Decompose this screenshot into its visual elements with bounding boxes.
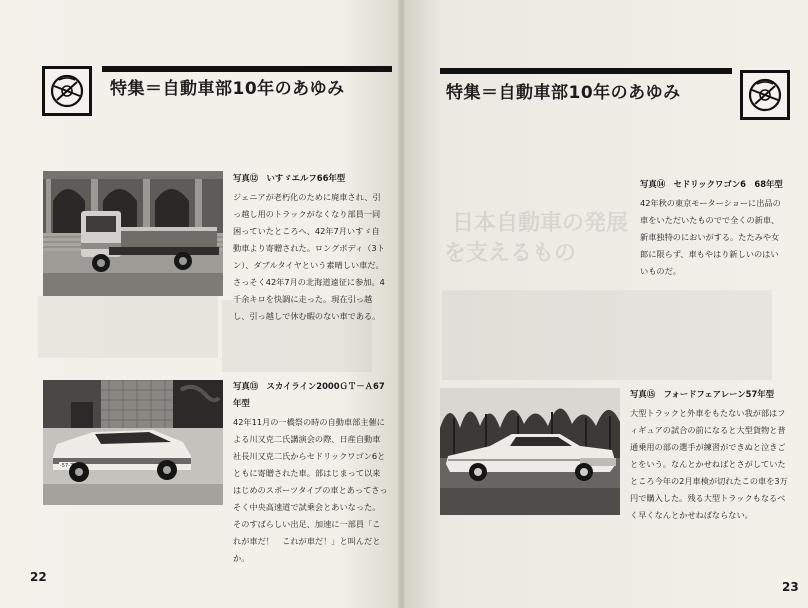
page-number: 23	[782, 580, 799, 594]
license-plate: -57-77	[60, 463, 77, 469]
photo-isuzu-elf	[43, 171, 223, 296]
right-page	[402, 0, 808, 608]
bleed-through-text: を支えるもの	[444, 241, 577, 266]
caption-title: 写真⑭ セドリックワゴン6 68年型	[640, 179, 783, 189]
caption-title: 写真⑮ フォードフェアレーン57年型	[630, 389, 775, 399]
left-page	[0, 0, 402, 608]
bleed-through-shadow	[38, 296, 218, 358]
photo-skyline-2000gt	[43, 380, 223, 505]
header-rule	[440, 68, 732, 74]
steering-wheel-icon	[48, 72, 86, 110]
caption-body: ジェニアが老朽化のために廃車され、引っ越し用のトラックがなくなり部員一同困っていたところへ、42年7月いすゞ自動車より寄贈された。ロングボディ（3トン）、ダブルタイヤという素晴しい車だ。さっそく42年7月の北海道遠征に参加。4千余キロを快調に走った。現在引っ越し、引っ越しで休む暇のない車である。	[233, 192, 385, 321]
caption-photo15	[630, 386, 788, 524]
page-number: 22	[30, 570, 47, 584]
caption-body: 42年11月の一橋祭の時の自動車部主催による川又克二氏講演会の際、日産自動車社長川又克二氏からセドリックワゴン6とともに寄贈された車。部はじまって以来はじめのスポーツタイプの車とあってさっそく中央高速道で試乗会とあいなった。そのすばらしい出足、加速に一部員「これが車だ！ これが車だ！」と叫んだとか。	[233, 417, 388, 563]
club-logo	[42, 66, 92, 116]
photo-ford-fairlane	[440, 388, 620, 515]
caption-photo14	[640, 176, 786, 280]
caption-photo12	[233, 170, 386, 325]
bleed-through-shadow	[442, 290, 772, 380]
caption-title: 写真⑫ いすゞエルフ66年型	[233, 173, 346, 183]
steering-wheel-icon	[746, 76, 784, 114]
caption-title: 写真⑬ スカイライン2000ＧＴ－Ａ67年型	[233, 381, 385, 408]
bleed-through-text: 日本自動車の発展	[452, 211, 629, 236]
caption-body: 42年秋の東京モーターショーに出品の車をいただいたものでで全くの新車、新車独特のにおいがする。たたみや女郎に限らず、車もやはり新しいのはいいものだ。	[640, 198, 781, 276]
header-rule	[102, 66, 392, 72]
header-title: 特集＝自動車部10年のあゆみ	[110, 79, 345, 99]
club-logo	[740, 70, 790, 120]
caption-photo13	[233, 378, 388, 567]
book-gutter	[398, 0, 406, 608]
caption-body: 大型トラックと外車をもたない我が部はフィギュアの試合の前になると大型貨物と普通乗用の部の選手が練習ができぬと泣きごとをいう。なんとかせねばとさがしていたところ今年の2月車検が切れたこの車を3万円で購入した。残る大型トラックもなるべく早くなんとかせねばならない。	[630, 408, 788, 520]
header-title: 特集＝自動車部10年のあゆみ	[446, 83, 681, 103]
